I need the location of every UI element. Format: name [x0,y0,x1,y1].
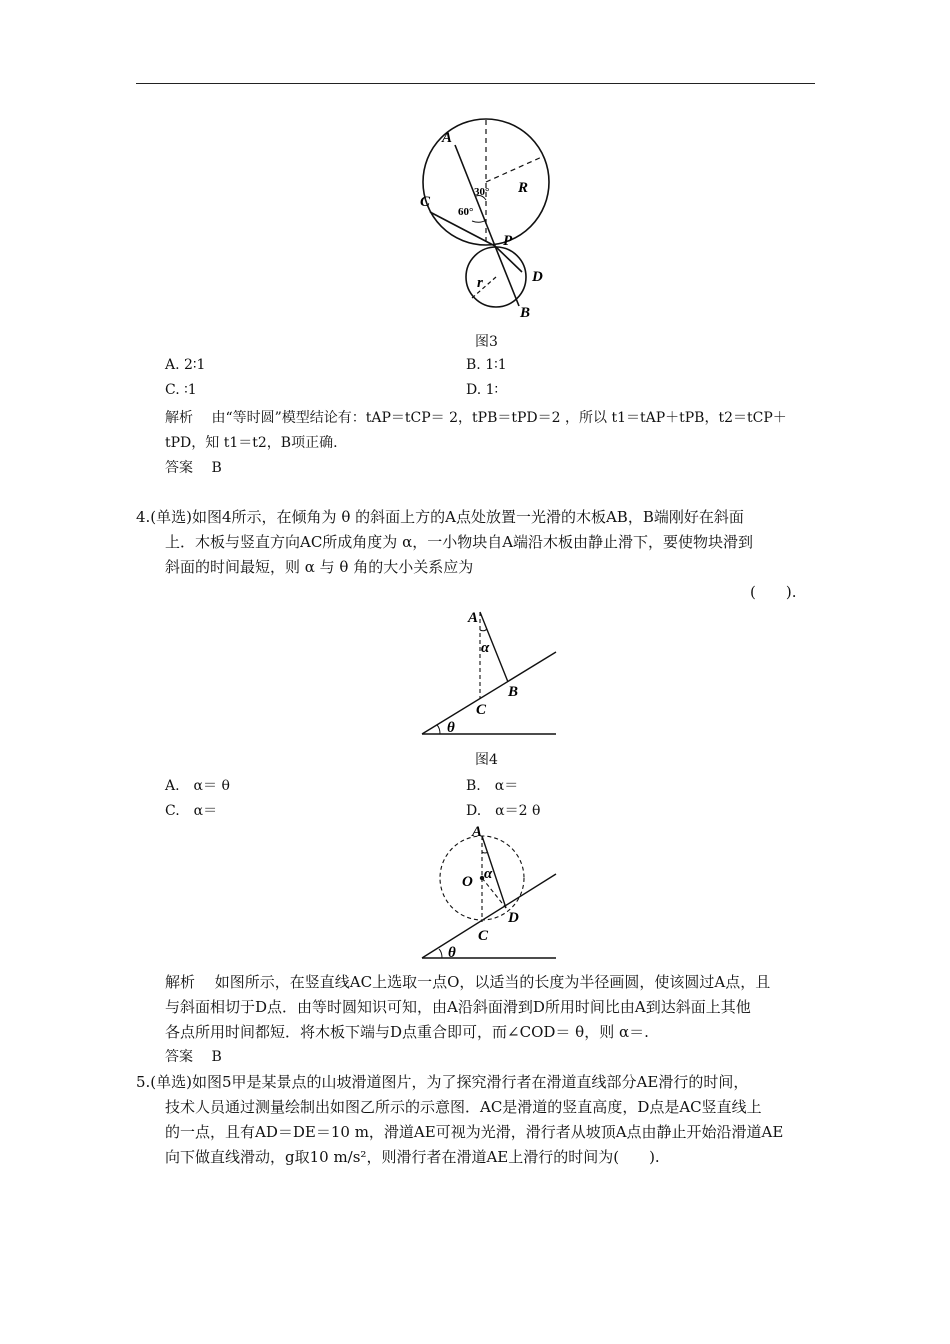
fig3-label-P: P [503,233,513,249]
q4-stem-line2: 上．木板与竖直方向AC所成角度为 α，一小物块自A端沿木板由静止滑下，要使物块滑到 [165,533,754,551]
q3-answer-label: 答案 [165,460,193,476]
q4-stem-line1: 4.(单选)如图4所示，在倾角为 θ 的斜面上方的A点处放置一光滑的木板AB，B端刚好在斜面 [136,508,744,526]
fig4-label-B: B [508,684,519,700]
q3-answer [165,457,222,477]
theta-arc [439,949,442,958]
fig4b-label-C: C [478,928,489,944]
radius-r-dashed [472,277,496,298]
q4-option-b: B. α＝ [466,778,519,794]
q5-stem-line4: 向下做直线滑动，g取10 m/s²，则滑行者在滑道AE上滑行的时间为( ). [165,1148,660,1166]
fig4b-label-D: D [508,910,519,926]
q5-stem-line3: 的一点，且有AD＝DE＝10 m，滑道AE可视为光滑，滑行者从坡顶A点由静止开始沿滑道AE [165,1123,784,1141]
fig3-label-C: C [420,194,431,210]
q4-answer [165,1046,222,1066]
q5-stem-line1: 5.(单选)如图5甲是某景点的山坡滑道图片，为了探究滑行者在滑道直线部分AE滑行的时间， [136,1073,749,1091]
fig4-label-C: C [476,702,487,718]
fig4-label-alpha: α [481,640,490,656]
fig4b-label-alpha: α [484,866,493,882]
fig3-angle-60: 60° [458,206,474,218]
fig4b-label-theta: θ [448,945,456,961]
q3-analysis-label: 解析 [165,410,193,426]
q4-answer-blank: ( ). [750,583,797,601]
fig4-label-A: A [468,610,479,626]
figure-4-analysis [418,822,558,964]
fig4-label-theta: θ [447,720,455,736]
angle-60-arc [472,220,486,222]
theta-arc [437,725,440,734]
fig3-label-B: B [520,305,531,321]
q4-answer-value: B [211,1049,222,1065]
figure-3 [410,120,560,330]
q3-option-a: A. 2∶1 [165,357,206,373]
fig3-label-D: D [532,269,543,285]
incline-line [422,874,556,958]
q4-option-d: D. α＝2 θ [466,803,541,819]
fig3-label-R: R [518,180,529,196]
q4-stem-line3: 斜面的时间最短，则 α 与 θ 角的大小关系应为 [165,558,474,576]
header-rule [136,83,815,84]
q3-answer-value: B [211,460,222,476]
q4-analysis-line1 [165,971,770,992]
q4-analysis-text-1: 如图所示，在竖直线AC上选取一点O，以适当的长度为半径画圆，使该圆过A点，且 [214,973,771,991]
fig4b-label-A: A [472,824,483,840]
fig4b-label-O: O [462,874,473,890]
q4-analysis-line2: 与斜面相切于D点．由等时圆知识可知，由A沿斜面滑到D所用时间比由A到达斜面上其他 [165,998,751,1016]
fig3-angle-30: 30° [474,186,490,198]
alpha-arc [482,852,488,853]
figure-4 [418,602,558,742]
q5-stem-line2: 技术人员通过测量绘制出如图乙所示的示意图．AC是滑道的竖直高度，D点是AC竖直线上 [165,1098,762,1116]
q3-analysis-line1 [165,407,787,427]
fig3-caption: 图3 [475,334,498,350]
q4-option-a: A. α＝ θ [165,778,230,794]
line-OD-dashed [482,878,506,908]
q3-option-d: D. 1∶ [466,382,499,398]
q3-option-c: C. ∶1 [165,382,197,398]
fig3-label-A: A [442,130,453,146]
q3-analysis-line2: tPD，知 t1＝t2，B项正确. [165,435,338,451]
q3-analysis-text-1: 由“等时圆”模型结论有：tAP＝tCP＝ 2，tPB＝tPD＝2 ，所以 t1＝tAP＋tPB，t2＝tCP＋ [211,410,787,426]
q4-option-c: C. α＝ [165,803,218,819]
fig4-caption: 图4 [475,752,498,768]
q4-analysis-label: 解析 [165,973,196,991]
q4-answer-label: 答案 [165,1049,193,1065]
fig3-label-r: r [477,275,483,291]
q4-analysis-line3: 各点所用时间都短．将木板下端与D点重合即可，而∠COD＝ θ，则 α＝. [165,1023,649,1041]
q3-option-b: B. 1∶1 [466,357,507,373]
alpha-arc [480,629,487,631]
radius-R-dashed [486,156,544,182]
incline-line [422,652,556,734]
